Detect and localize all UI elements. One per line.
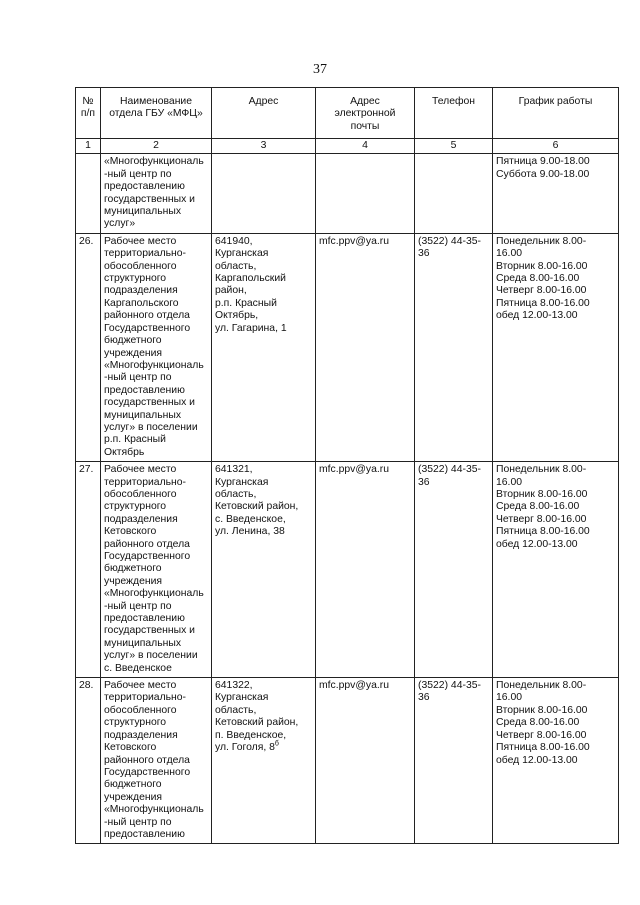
phone-cell: (3522) 44-35- 36 — [415, 462, 493, 678]
header-schedule: График работы — [493, 88, 619, 139]
row-number-cell: 28. — [76, 678, 101, 844]
email-cell — [316, 154, 415, 233]
column-number: 4 — [316, 139, 415, 154]
schedule-cell: Понедельник 8.00- 16.00 Вторник 8.00-16.00 Среда 8.00-16.00 Четверг 8.00-16.00 Пятница 8.00-16.00 обед 12.00-13.00 — [493, 233, 619, 461]
office-name-cell: Рабочее место территориально- обособленного структурного подразделения Каргапольского районного отдела Государственного бюджетного учреждения «Многофункциональ -ный центр по предоставлению государственных и муниципальных услуг» в поселении р.п. Красный Октябрь — [101, 233, 212, 461]
office-name-cell: Рабочее место территориально- обособленного структурного подразделения Кетовского районного отдела Государственного бюджетного учреждения «Многофункциональ -ный центр по предоставлению государственных и муниципальных услуг» в поселении с. Введенское — [101, 462, 212, 678]
column-number: 3 — [212, 139, 316, 154]
mfc-offices-table — [75, 87, 619, 844]
house-number-superscript: б — [274, 740, 279, 748]
column-number: 6 — [493, 139, 619, 154]
row-number-cell: 27. — [76, 462, 101, 678]
header-email: Адрес электронной почты — [316, 88, 415, 139]
email-cell: mfc.ppv@ya.ru — [316, 233, 415, 461]
email-cell: mfc.ppv@ya.ru — [316, 678, 415, 844]
table-row — [76, 678, 619, 844]
column-number: 5 — [415, 139, 493, 154]
address-cell: 641322, Курганская область, Кетовский район, п. Введенское, ул. Гоголя, $8^б$ — [212, 678, 316, 844]
phone-cell: (3522) 44-35- 36 — [415, 678, 493, 844]
row-number-cell: 26. — [76, 233, 101, 461]
phone-cell — [415, 154, 493, 233]
schedule-cell: Понедельник 8.00- 16.00 Вторник 8.00-16.00 Среда 8.00-16.00 Четверг 8.00-16.00 Пятница 8.00-16.00 обед 12.00-13.00 — [493, 462, 619, 678]
schedule-cell: Пятница 9.00-18.00 Суббота 9.00-18.00 — [493, 154, 619, 233]
phone-cell: (3522) 44-35- 36 — [415, 233, 493, 461]
table-row — [76, 233, 619, 461]
column-number: 1 — [76, 139, 101, 154]
address-cell: 641321, Курганская область, Кетовский район, с. Введенское, ул. Ленина, 38 — [212, 462, 316, 678]
email-cell: mfc.ppv@ya.ru — [316, 462, 415, 678]
header-name: Наименование отдела ГБУ «МФЦ» — [101, 88, 212, 139]
schedule-cell: Понедельник 8.00- 16.00 Вторник 8.00-16.00 Среда 8.00-16.00 Четверг 8.00-16.00 Пятница 8.00-16.00 обед 12.00-13.00 — [493, 678, 619, 844]
table-row-continuation — [76, 154, 619, 233]
column-number: 2 — [101, 139, 212, 154]
header-num: № п/п — [76, 88, 101, 139]
address-cell: 641940, Курганская область, Каргапольский район, р.п. Красный Октябрь, ул. Гагарина, 1 — [212, 233, 316, 461]
office-name-cell: Рабочее место территориально- обособленного структурного подразделения Кетовского районного отдела Государственного бюджетного учреждения «Многофункциональ -ный центр по предоставлению — [101, 678, 212, 844]
header-address: Адрес — [212, 88, 316, 139]
column-numbers-row — [76, 139, 619, 154]
table-row — [76, 462, 619, 678]
address-cell — [212, 154, 316, 233]
page-number: 37 — [313, 62, 327, 77]
office-name-cell: «Многофункциональ -ный центр по предоставлению государственных и муниципальных услуг» — [101, 154, 212, 233]
row-number-cell — [76, 154, 101, 233]
table-header-row — [76, 88, 619, 139]
header-phone: Телефон — [415, 88, 493, 139]
